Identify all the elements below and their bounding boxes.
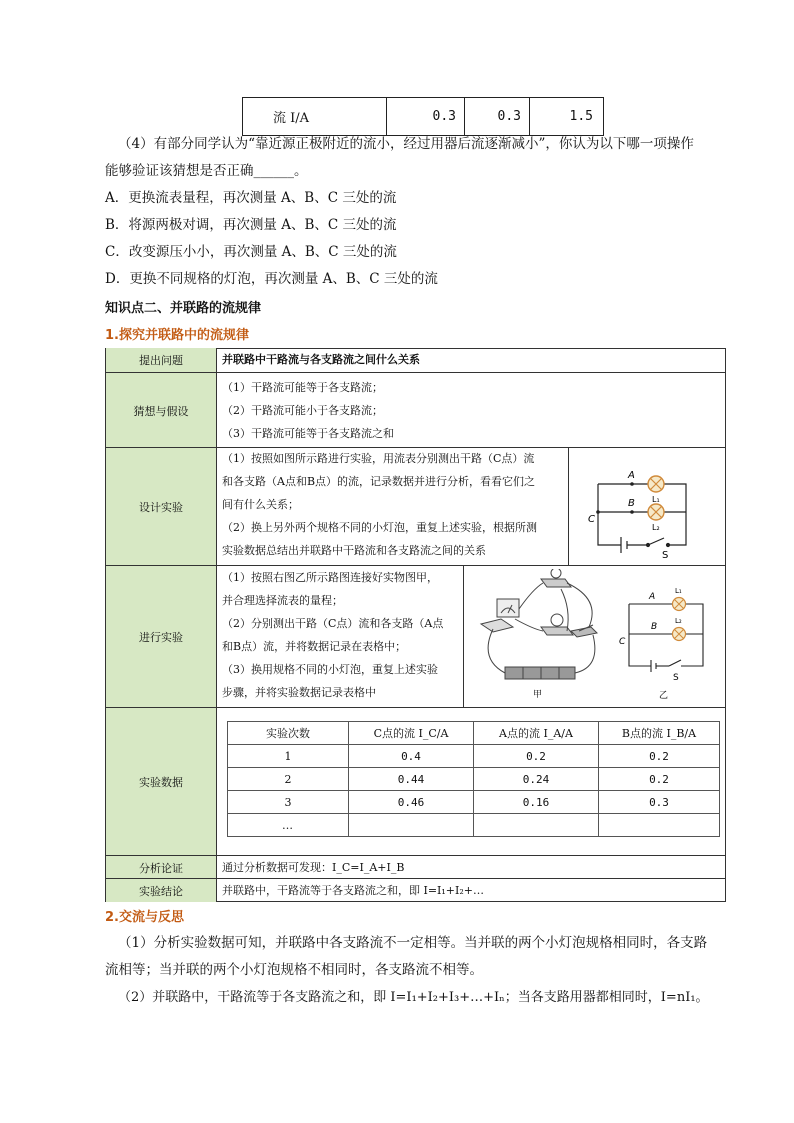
label-conduct: 进行实验 (106, 566, 217, 708)
experiment-table (105, 348, 726, 902)
current-value-3: 1.5 (530, 98, 604, 136)
yi-label-b: B (651, 622, 658, 632)
cell: 0.24 (474, 768, 599, 791)
design-line-3: 间有什么关系； (222, 498, 299, 511)
sub2-title: 2.交流与反思 (105, 910, 184, 925)
table-row (228, 768, 720, 791)
row-data (106, 707, 725, 856)
table-row (228, 791, 720, 814)
row-conclusion (106, 878, 725, 902)
label-design: 设计实验 (106, 448, 217, 566)
analysis-text: 通过分析数据可发现：I_C=I_A+I_B (222, 861, 405, 874)
table-row (228, 814, 720, 837)
table-row (228, 745, 720, 768)
label-question: 提出问题 (106, 348, 217, 372)
cell: 0.16 (474, 791, 599, 814)
circuit-label-s: S (662, 550, 669, 561)
cell: 0.4 (349, 745, 474, 768)
design-line-2: 和各支路（A点和B点）的流，记录数据并进行分析，看看它们之 (222, 475, 536, 488)
design-line-4: （2）换上另外两个规格不同的小灯泡，重复上述实验，根据所测 (222, 521, 537, 534)
current-value-2: 0.3 (465, 98, 530, 136)
row-analysis (106, 855, 725, 879)
conduct-line-6: 步骤，并将实验数据记录表格中 (222, 686, 376, 699)
header-ic: C点的流 I_C/A (349, 722, 474, 745)
circuit-label-l2: L₂ (652, 523, 660, 532)
row-question (106, 348, 725, 372)
data-table-header (228, 722, 720, 745)
hypothesis-item-1: （1）干路流可能等于各支路流； (222, 381, 383, 394)
figure-label-yi: 乙 (659, 691, 669, 701)
conduct-line-3: （2）分别测出干路（C点）流和各支路（A点 (222, 617, 444, 630)
question-text: 并联路中干路流与各支路流之间什么关系 (222, 353, 420, 366)
cell: 0.2 (599, 768, 720, 791)
data-table (227, 721, 720, 837)
circuit-label-b: B (628, 498, 635, 509)
reflect-line-3: （2）并联路中，干路流等于各支路流之和，即 I=I₁+I₂+I₃+…+Iₙ；当各支路用器都相同时，I=nI₁。 (118, 990, 709, 1005)
cell: 0.2 (599, 745, 720, 768)
design-divider (568, 448, 569, 566)
label-analysis: 分析论证 (106, 856, 217, 879)
kp2-title: 知识点二、并联路的流规律 (105, 301, 262, 316)
conduct-line-5: （3）换用规格不同的小灯泡，重复上述实验 (222, 663, 438, 676)
cell: 0.44 (349, 768, 474, 791)
current-value-1: 0.3 (387, 98, 465, 136)
q4-option-b: B．将源两极对调，再次测量 A、B、C 三处的流 (105, 217, 397, 233)
yi-label-l2: L₂ (675, 617, 682, 625)
yi-label-s: S (673, 673, 679, 683)
yi-label-c: C (619, 637, 626, 647)
current-label: 流 I/A (243, 98, 387, 136)
q4-option-c: C．改变源压小小，再次测量 A、B、C 三处的流 (105, 244, 397, 260)
label-hypothesis: 猜想与假设 (106, 373, 217, 448)
sub1-title: 1.探究并联路中的流规律 (105, 328, 249, 343)
circuit-diagram-yi (611, 574, 721, 704)
cell (349, 814, 474, 837)
conclusion-text: 并联路中，干路流等于各支路流之和，即 I=I₁+I₂+… (222, 884, 485, 897)
cell: 2 (228, 768, 349, 791)
cell: … (228, 814, 349, 837)
q4-line1: （4）有部分同学认为“靠近源正极附近的流小，经过用器后流逐渐减小”，你认为以下哪一项操作 (118, 136, 694, 152)
q4-line2: 能够验证该猜想是否正确______。 (105, 163, 308, 179)
parallel-circuit-diagram (576, 450, 716, 562)
cell: 0.2 (474, 745, 599, 768)
cell: 1 (228, 745, 349, 768)
label-data: 实验数据 (106, 708, 217, 856)
cell: 0.3 (599, 791, 720, 814)
design-line-5: 实验数据总结出并联路中干路流和各支路流之间的关系 (222, 544, 486, 557)
cell (474, 814, 599, 837)
row-design (106, 447, 725, 566)
circuit-label-l1: L₁ (652, 495, 660, 504)
reflect-line-1: （1）分析实验数据可知，并联路中各支路流不一定相等。当并联的两个小灯泡规格相同时，各支路 (118, 935, 708, 951)
label-conclusion: 实验结论 (106, 879, 217, 902)
yi-label-a: A (649, 592, 656, 602)
row-conduct (106, 565, 725, 708)
hypothesis-item-3: （3）干路流可能等于各支路流之和 (222, 427, 394, 440)
header-trial: 实验次数 (228, 722, 349, 745)
header-ib: B点的流 I_B/A (599, 722, 720, 745)
figure-label-jia: 甲 (533, 690, 543, 700)
q4-option-d: D．更换不同规格的灯泡，再次测量 A、B、C 三处的流 (105, 271, 438, 287)
reflect-line-2: 流相等；当并联的两个小灯泡规格不相同时，各支路流不相等。 (105, 962, 483, 978)
design-line-1: （1）按照如图所示路进行实验，用流表分别测出干路（C点）流 (222, 452, 535, 465)
header-ia: A点的流 I_A/A (474, 722, 599, 745)
conduct-line-4: 和B点）流，并将数据记录在表格中； (222, 640, 407, 653)
cell (599, 814, 720, 837)
conduct-line-2: 并合理选择流表的量程； (222, 594, 343, 607)
q4-option-a: A．更换流表量程，再次测量 A、B、C 三处的流 (105, 190, 397, 206)
cell: 3 (228, 791, 349, 814)
yi-label-l1: L₁ (675, 587, 682, 595)
conduct-line-1: （1）按照右图乙所示路图连接好实物图甲， (222, 571, 438, 584)
circuit-label-a: A (628, 470, 635, 481)
apparatus-sketch (471, 569, 611, 705)
hypothesis-item-2: （2）干路流可能小于各支路流； (222, 404, 383, 417)
cell: 0.46 (349, 791, 474, 814)
conduct-divider (463, 566, 464, 708)
circuit-label-c: C (588, 514, 595, 525)
row-hypothesis (106, 372, 725, 448)
